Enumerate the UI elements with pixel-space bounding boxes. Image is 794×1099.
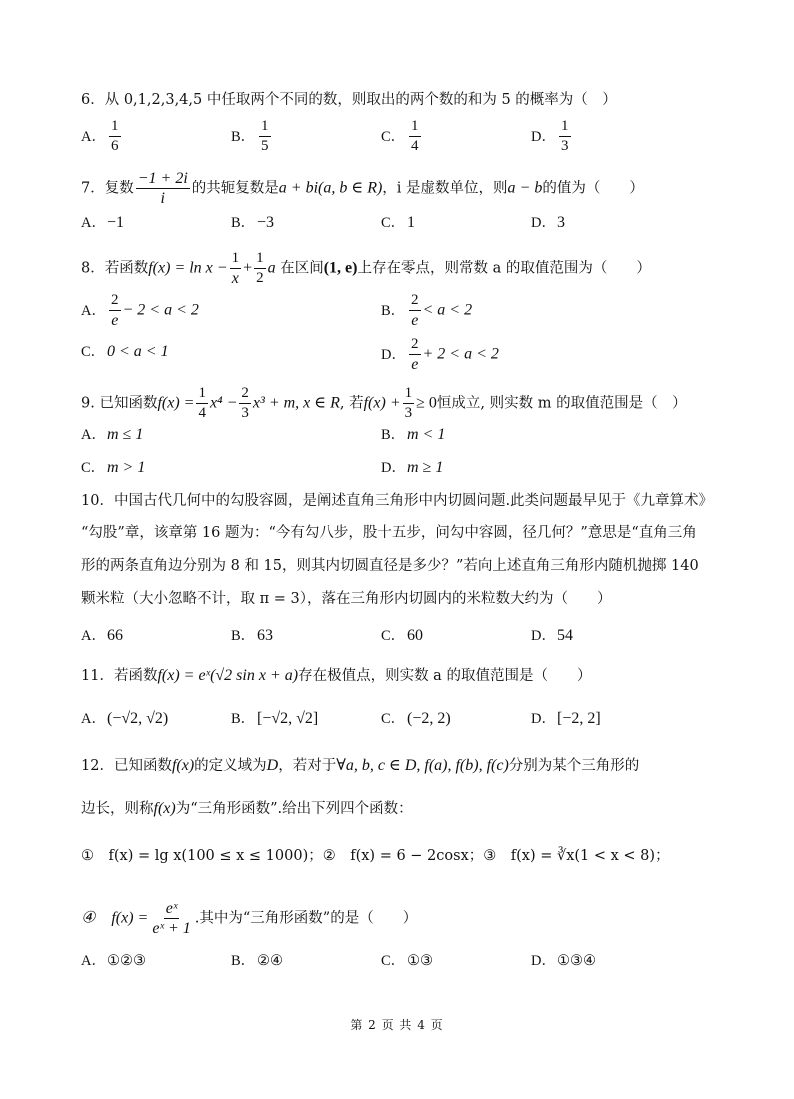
option-label: C． xyxy=(381,128,406,145)
q12-line2-prefix: 边长，则称 xyxy=(81,801,154,817)
fraction xyxy=(409,336,421,373)
q6-stem: 6．从 0,1,2,3,4,5 中任取两个不同的数，则取出的两个数的和为 5 的概率为（ ） xyxy=(81,92,617,108)
fraction-denominator: 5 xyxy=(261,138,269,154)
q7-prefix: 7．复数 xyxy=(81,180,134,197)
option-label: C． xyxy=(381,628,406,644)
q8-expr: f(x) = ln x − xyxy=(148,259,228,277)
fraction-numerator: 1 xyxy=(403,385,415,404)
fraction xyxy=(254,250,266,287)
q6-option-c xyxy=(381,118,423,155)
q8-option-d xyxy=(381,336,499,373)
q12-domain: D xyxy=(266,757,279,774)
q11-option-d xyxy=(531,709,601,729)
q10-option-c xyxy=(381,626,423,646)
option-text: (−√2, √2) xyxy=(107,710,169,727)
option-text: m ≥ 1 xyxy=(407,459,444,476)
q9-expr-b: f(x) + xyxy=(363,394,401,412)
q8-option-a xyxy=(81,292,199,329)
q8-option-b xyxy=(381,292,472,329)
fraction-denominator: 3 xyxy=(241,405,249,421)
fraction-numerator: 1 xyxy=(254,250,266,269)
fraction xyxy=(409,118,421,155)
q12-line-2 xyxy=(81,799,413,819)
option-label: C． xyxy=(381,215,406,231)
q12-mid: 的定义域为 xyxy=(194,758,267,774)
option-label: A． xyxy=(81,302,106,319)
q12-item-4 xyxy=(81,900,417,937)
q8-a: a xyxy=(267,259,276,277)
fraction xyxy=(196,385,208,422)
q12-mid2: ，若对于 xyxy=(278,758,337,774)
option-label: C． xyxy=(81,344,106,360)
fraction xyxy=(230,250,242,287)
option-label: B． xyxy=(231,711,256,727)
option-text: [−2, 2] xyxy=(557,710,601,727)
option-label: B． xyxy=(231,628,256,644)
q6-option-b xyxy=(231,118,273,155)
option-text: (−2, 2) xyxy=(407,710,451,727)
q7-option-c xyxy=(381,213,415,233)
q12-fx: f(x) xyxy=(171,757,195,774)
q7-option-a xyxy=(81,213,124,233)
q11-expr: f(x) = eˣ(√2 sin x + a) xyxy=(157,667,299,684)
fraction-denominator: 3 xyxy=(561,138,569,154)
fraction-numerator: eˣ xyxy=(165,900,178,917)
q9-expr-a: f(x) = xyxy=(157,394,195,412)
fraction xyxy=(150,900,192,937)
option-text: [−√2, √2] xyxy=(257,710,319,727)
fraction xyxy=(559,118,571,155)
q8-prefix: 8．若函数 xyxy=(81,260,149,277)
q9-prefix: 9. 已知函数 xyxy=(81,395,158,412)
fraction-denominator: i xyxy=(160,190,165,207)
option-label: C． xyxy=(381,711,406,727)
q6-option-a xyxy=(81,118,123,155)
fraction-numerator: −1 + 2i xyxy=(137,170,188,187)
q9-suffix: 恒成立, 则实数 m 的取值范围是（ ） xyxy=(436,395,687,412)
option-text: 63 xyxy=(257,627,273,644)
fraction xyxy=(259,118,271,155)
option-text: m < 1 xyxy=(407,426,446,443)
q7-mid: 的共轭复数是 xyxy=(191,180,279,197)
option-text: ①②③ xyxy=(107,953,146,969)
option-text: 66 xyxy=(107,627,123,644)
q12-item4-prefix: ④ f(x) = xyxy=(81,909,149,927)
fraction-denominator: e xyxy=(411,312,419,329)
q9-mid: , 若 xyxy=(339,395,364,412)
option-label: A． xyxy=(81,215,106,231)
fraction-numerator: 1 xyxy=(196,385,208,404)
option-label: B． xyxy=(381,302,406,319)
option-label: C． xyxy=(381,953,406,969)
q11-suffix: 存在极值点，则实数 a 的取值范围是（ ） xyxy=(298,668,592,684)
option-text: m ≤ 1 xyxy=(107,426,144,443)
option-text: −3 xyxy=(257,214,275,231)
option-text: − 2 < a < 2 xyxy=(122,301,199,319)
fraction xyxy=(109,292,121,329)
q12-suffix: 分别为某个三角形的 xyxy=(508,758,640,774)
q11-option-b xyxy=(231,709,318,729)
fraction-denominator: 6 xyxy=(111,138,119,154)
q9-term2: x³ + m, x ∈ R xyxy=(252,394,340,412)
option-label: A． xyxy=(81,711,106,727)
q7-suffix: 的值为（ ） xyxy=(542,180,644,197)
q8-option-c xyxy=(81,342,169,362)
option-text: ②④ xyxy=(257,953,283,969)
option-text: 1 xyxy=(407,214,415,231)
fraction-numerator: 2 xyxy=(239,385,251,404)
fraction xyxy=(136,170,190,207)
fraction-numerator: 1 xyxy=(559,118,571,137)
option-text: 60 xyxy=(407,627,423,644)
q7-mid2: ，i 是虚数单位，则 xyxy=(382,180,508,197)
q7-stem xyxy=(81,170,644,207)
option-label: B． xyxy=(231,128,256,145)
option-label: B． xyxy=(231,953,256,969)
fraction-denominator: e xyxy=(411,356,419,373)
fraction-denominator: x xyxy=(231,270,239,287)
option-text: 54 xyxy=(557,627,573,644)
fraction-numerator: 2 xyxy=(409,292,421,311)
q9-option-b xyxy=(381,425,445,445)
option-label: D． xyxy=(531,215,556,231)
q9-term1: x⁴ − xyxy=(209,394,238,412)
q7-option-d xyxy=(531,213,565,233)
q10-line-4: 颗米粒（大小忽略不计，取 π = 3），落在三角形内切圆内的米粒数大约为（ ） xyxy=(81,591,612,607)
option-label: A． xyxy=(81,128,106,145)
option-label: D． xyxy=(381,460,406,476)
fraction xyxy=(409,292,421,329)
option-label: B． xyxy=(231,215,256,231)
q12-line-1 xyxy=(81,756,639,776)
q11-option-c xyxy=(381,709,451,729)
q7-expr: a + bi(a, b ∈ R) xyxy=(278,179,383,197)
option-text: m > 1 xyxy=(107,459,146,476)
q11-stem xyxy=(81,666,591,686)
q10-line-2: “勾股”章，该章第 16 题为：“今有勾八步，股十五步，问勾中容圆，径几何？”意思是“直角三角 xyxy=(81,525,697,541)
q10-option-d xyxy=(531,626,573,646)
q9-option-d xyxy=(381,458,443,478)
fraction-numerator: 1 xyxy=(259,118,271,137)
option-text: ①③ xyxy=(407,953,433,969)
option-label: A． xyxy=(81,953,106,969)
page-footer: 第 2 页 共 4 页 xyxy=(350,1018,444,1032)
fraction xyxy=(109,118,121,155)
q9-option-a xyxy=(81,425,143,445)
fraction-denominator: e xyxy=(111,312,119,329)
q8-suffix: 上存在零点，则常数 a 的取值范围为（ ） xyxy=(357,260,651,277)
option-text: < a < 2 xyxy=(422,301,473,319)
fraction-denominator: eˣ + 1 xyxy=(152,920,191,937)
q12-option-d xyxy=(531,951,596,971)
fraction xyxy=(403,385,415,422)
fraction-denominator: 3 xyxy=(404,405,413,421)
q12-prefix: 12．已知函数 xyxy=(81,758,172,774)
q12-items-1-3: ① f(x) = lg x(100 ≤ x ≤ 1000)；② f(x) = 6 − 2cosx；③ f(x) = ∛x(1 < x < 8)； xyxy=(81,848,670,864)
q8-stem xyxy=(81,250,651,287)
fraction-numerator: 1 xyxy=(109,118,121,137)
option-text: 3 xyxy=(557,214,565,231)
option-text: −1 xyxy=(107,214,125,231)
q12-option-c xyxy=(381,951,433,971)
option-label: D． xyxy=(381,346,406,363)
q7-option-b xyxy=(231,213,274,233)
q8-plus: + xyxy=(243,259,253,277)
option-label: D． xyxy=(531,953,556,969)
q9-term3: ≥ 0 xyxy=(416,394,437,412)
q11-option-a xyxy=(81,709,168,729)
fraction-denominator: 4 xyxy=(411,138,419,154)
q12-item4-suffix: .其中为“三角形函数”的是（ ） xyxy=(194,910,418,927)
fraction-numerator: 1 xyxy=(230,250,242,269)
option-label: D． xyxy=(531,128,556,145)
q12-option-a xyxy=(81,951,146,971)
q8-interval: (1, e) xyxy=(323,259,358,277)
option-label: D． xyxy=(531,628,556,644)
option-label: A． xyxy=(81,427,106,443)
fraction-numerator: 2 xyxy=(109,292,121,311)
option-label: A． xyxy=(81,628,106,644)
option-label: D． xyxy=(531,711,556,727)
option-label: B． xyxy=(381,427,406,443)
fraction-denominator: 2 xyxy=(256,270,264,286)
q9-stem xyxy=(81,385,687,422)
option-label: C． xyxy=(81,460,106,476)
q12-line2-fx: f(x) xyxy=(153,800,176,817)
option-text: 0 < a < 1 xyxy=(107,343,169,360)
fraction-numerator: 1 xyxy=(409,118,421,137)
q10-line-1: 10．中国古代几何中的勾股容圆，是阐述直角三角形中内切圆问题.此类问题最早见于《九章算术》 xyxy=(81,493,714,509)
q12-option-b xyxy=(231,951,283,971)
q9-option-c xyxy=(81,458,145,478)
q7-expr2: a − b xyxy=(507,179,543,197)
fraction xyxy=(239,385,251,422)
option-text: ①③④ xyxy=(557,953,596,969)
q10-option-b xyxy=(231,626,273,646)
q12-expr: ∀a, b, c ∈ D, f(a), f(b), f(c) xyxy=(336,757,509,774)
q12-line2-suffix: 为“三角形函数”.给出下列四个函数： xyxy=(175,801,413,817)
q8-mid: 在区间 xyxy=(280,260,324,277)
q11-prefix: 11．若函数 xyxy=(81,668,158,684)
q10-option-a xyxy=(81,626,123,646)
q10-line-3: 形的两条直角边分别为 8 和 15，则其内切圆直径是多少？”若向上述直角三角形内随机抛掷 140 xyxy=(81,558,699,574)
option-text: + 2 < a < 2 xyxy=(422,345,499,363)
q6-option-d xyxy=(531,118,573,155)
fraction-numerator: 2 xyxy=(409,336,421,355)
fraction-denominator: 4 xyxy=(198,405,206,421)
